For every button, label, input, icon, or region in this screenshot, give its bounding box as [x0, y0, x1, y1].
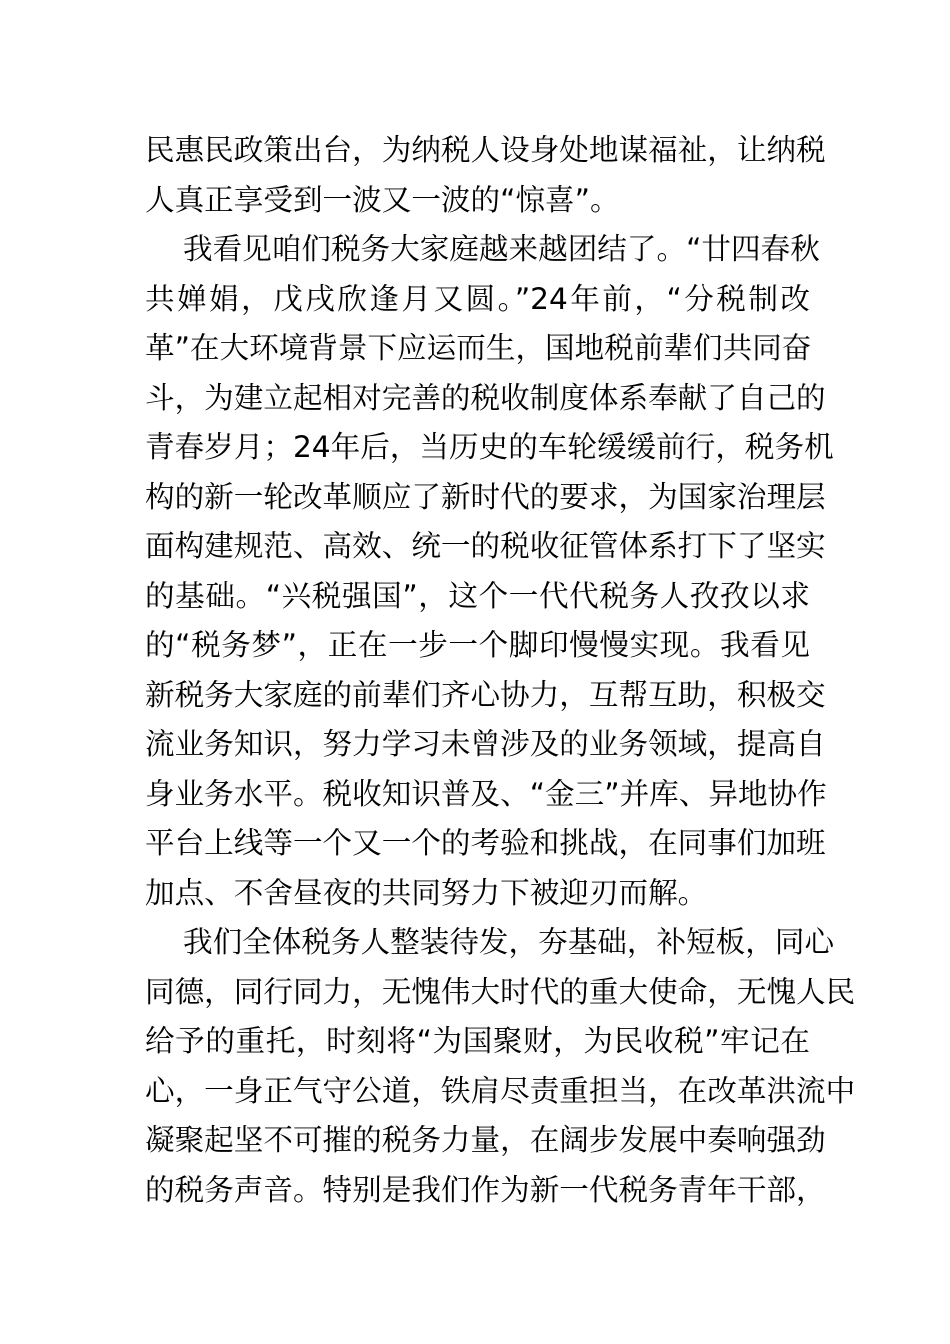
text-line: 面构建规范、高效、统一的税收征管体系打下了坚实 [145, 529, 826, 563]
text-line: 青春岁月；24年后，当历史的车轮缓缓前行，税务机 [145, 430, 834, 464]
text-line: 的基础。“兴税强国”，这个一代代税务人孜孜以求 [145, 578, 810, 613]
text-line: 我看见咱们税务大家庭越来越团结了。“廿四春秋 [183, 232, 820, 266]
text-line: 凝聚起坚不可摧的税务力量，在阔步发展中奏响强劲 [145, 1123, 826, 1157]
body-text [145, 126, 856, 1215]
text-line: 同德，同行同力，无愧伟大时代的重大使命，无愧人民 [145, 974, 856, 1009]
text-line: 我们全体税务人整装待发，夯基础，补短板，同心 [183, 925, 835, 959]
text-line: 人真正享受到一波又一波的“惊喜”。 [145, 182, 620, 217]
text-line: 加点、不舍昼夜的共同努力下被迎刃而解。 [145, 875, 708, 910]
text-line: 构的新一轮改革顺应了新时代的要求，为国家治理层 [145, 479, 826, 514]
text-line: 心，一身正气守公道，铁肩尽责重担当，在改革洪流中 [145, 1073, 856, 1108]
text-line: 平台上线等一个又一个的考验和挑战，在同事们加班 [145, 826, 826, 860]
paragraph-3 [145, 918, 856, 1215]
text-line: 共婵娟，戊戌欣逢月又圆。”24年前，“分税制改 [145, 281, 810, 316]
text-line: 新税务大家庭的前辈们齐心协力，互帮互助，积极交 [145, 677, 826, 712]
text-line: 身业务水平。税收知识普及、“金三”并库、异地协作 [145, 776, 827, 811]
text-line: 的税务声音。特别是我们作为新一代税务青年干部， [145, 1172, 826, 1207]
text-line: 流业务知识，努力学习未曾涉及的业务领域，提高自 [145, 727, 826, 761]
text-line: 的“税务梦”，正在一步一个脚印慢慢实现。我看见 [145, 628, 810, 662]
paragraph-2 [145, 225, 834, 918]
paragraph-1 [145, 126, 826, 225]
text-line: 民惠民政策出台，为纳税人设身处地谋福祉，让纳税 [145, 133, 826, 167]
text-line: 给予的重托，时刻将“为国聚财，为民收税”牢记在 [145, 1024, 810, 1058]
text-line: 斗，为建立起相对完善的税收制度体系奉献了自己的 [145, 380, 826, 415]
text-line: 革”在大环境背景下应运而生，国地税前辈们共同奋 [145, 331, 812, 365]
